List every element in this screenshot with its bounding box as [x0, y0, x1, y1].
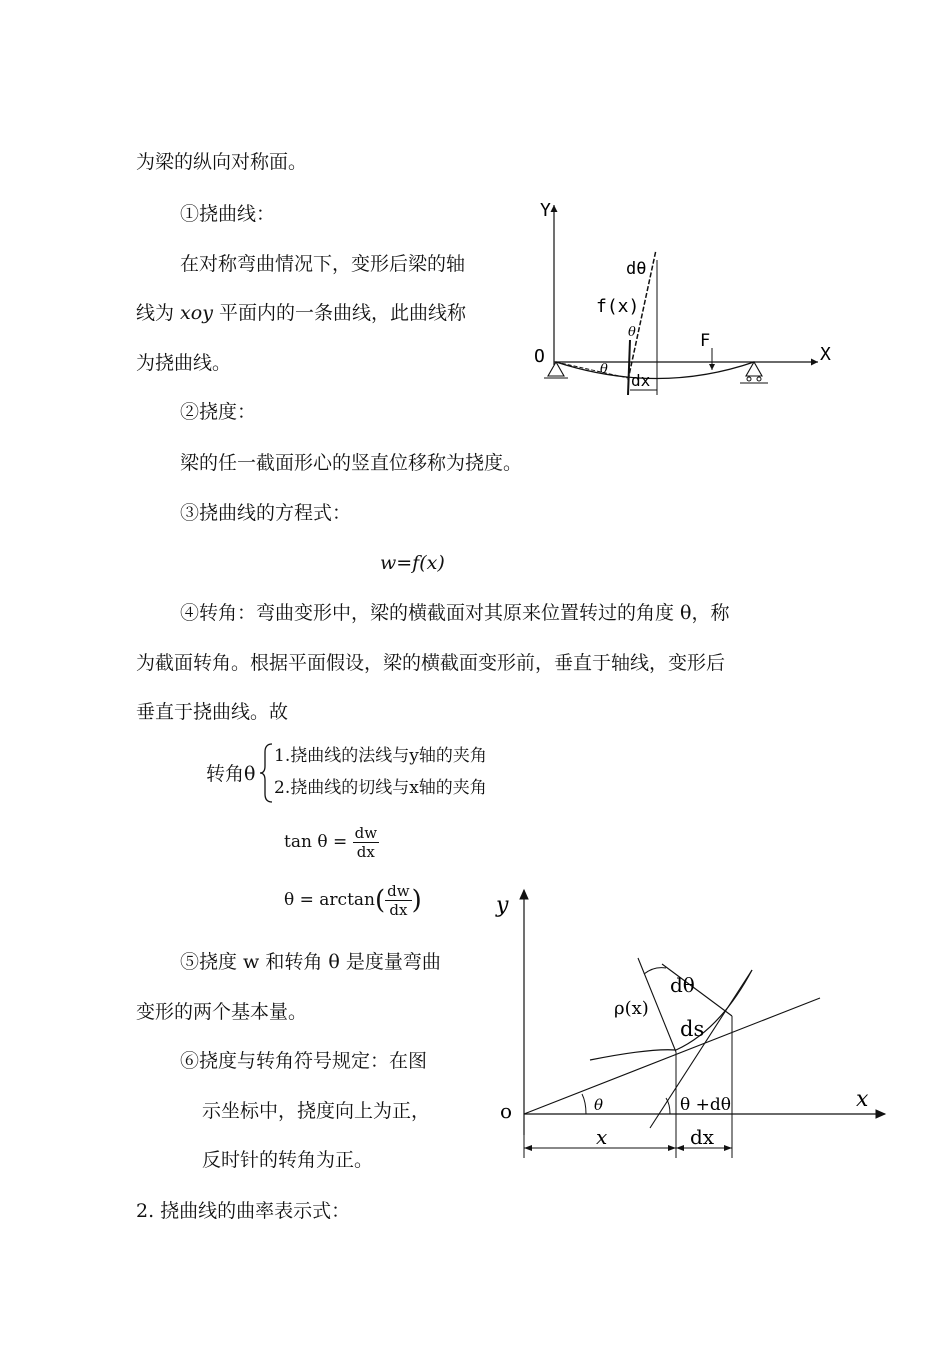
dx-label: dx: [631, 371, 651, 390]
theta-bottom-label: θ: [600, 362, 608, 377]
heading-equation: ③挠曲线的方程式：: [180, 502, 352, 524]
origin-label-2: o: [500, 1099, 513, 1123]
fraction-dw-dx: [353, 824, 379, 861]
roller-left: [747, 377, 751, 381]
fx-label: f(x): [596, 296, 640, 317]
tangent-from-origin: [524, 998, 820, 1114]
paragraph-2b-post: 平面内的一条曲线，此曲线称: [212, 302, 466, 324]
fraction-dw-dx-2: [385, 882, 411, 919]
paragraph-2b-pre: 线为: [136, 302, 181, 324]
ds-label: ds: [680, 1017, 705, 1041]
paragraph-2c: 为挠曲线。: [136, 352, 232, 374]
rotation-angle-label: 转角θ: [206, 763, 256, 785]
paragraph-1: 为梁的纵向对称面。: [136, 151, 308, 173]
d-theta-label-2: dθ: [670, 973, 695, 997]
origin-label: O: [534, 346, 545, 367]
paragraph-2a: 在对称弯曲情况下，变形后梁的轴: [180, 253, 466, 275]
equation-tan-theta: [284, 824, 379, 861]
fraction-numerator: dw: [354, 824, 378, 842]
paragraph-5a: ⑤挠度 w 和转角 θ 是度量弯曲: [180, 951, 441, 973]
x-dim-label: x: [596, 1125, 608, 1149]
rho-label: ρ(x): [614, 998, 649, 1019]
paren-open-icon: (: [375, 885, 386, 916]
heading-deflection-curve: ①挠曲线：: [180, 203, 276, 225]
section-line: [628, 340, 630, 395]
theta-label-2: θ: [594, 1096, 604, 1114]
paragraph-2b: [136, 301, 466, 325]
heading-curvature: 2. 挠曲线的曲率表示式：: [136, 1200, 351, 1222]
x-axis-label-2: x: [856, 1087, 869, 1112]
deflection-curve: [556, 362, 754, 379]
paragraph-4c: 垂直于挠曲线。故: [136, 701, 289, 723]
fraction-denominator: dx: [356, 843, 375, 861]
rotation-item-1: 1.挠曲线的法线与y轴的夹角: [274, 746, 487, 766]
y-axis-label-2: y: [496, 893, 509, 918]
y-axis-label: Y: [540, 200, 551, 221]
heading-deflection: ②挠度：: [180, 401, 257, 423]
equation-w-fx: w=f(x): [380, 552, 445, 574]
theta-dtheta-label: θ +dθ: [680, 1095, 731, 1115]
d-theta-label: dθ: [626, 259, 647, 279]
paragraph-5b: 变形的两个基本量。: [136, 1001, 308, 1023]
paragraph-6b: 示坐标中，挠度向上为正，: [202, 1100, 431, 1122]
equation-arctan: [284, 882, 422, 919]
paragraph-4b: 为截面转角。根据平面假设，梁的横截面变形前，垂直于轴线，变形后: [136, 652, 726, 674]
tangent-line: [556, 362, 628, 378]
dx-dim-label: dx: [690, 1125, 715, 1149]
beam-deflection-figure: [528, 190, 848, 405]
paren-close-icon: ): [411, 885, 422, 916]
d-theta-arc: [644, 968, 666, 974]
theta-top-label: θ: [628, 325, 636, 340]
roller-right: [757, 377, 761, 381]
left-brace-icon: [258, 742, 274, 804]
theta-arc: [582, 1094, 586, 1114]
equation-tan-lhs: tan θ =: [284, 832, 353, 852]
curvature-figure: [490, 880, 890, 1170]
fraction-numerator-2: dw: [387, 882, 410, 900]
fraction-denominator-2: dx: [389, 901, 408, 919]
paragraph-3: 梁的任一截面形心的竖直位移称为挠度。: [180, 452, 523, 474]
equation-arctan-lhs: θ = arctan: [284, 890, 375, 910]
x-axis-label: X: [820, 344, 831, 365]
paragraph-2b-var: xoy: [180, 302, 213, 324]
rotation-item-2: 2.挠曲线的切线与x轴的夹角: [274, 778, 487, 798]
paragraph-6c: 反时针的转角为正。: [202, 1149, 374, 1171]
paragraph-4a: ④转角：弯曲变形中，梁的横截面对其原来位置转过的角度 θ，称: [180, 602, 730, 624]
force-label: F: [700, 331, 711, 351]
paragraph-6a: ⑥挠度与转角符号规定：在图: [180, 1050, 428, 1072]
